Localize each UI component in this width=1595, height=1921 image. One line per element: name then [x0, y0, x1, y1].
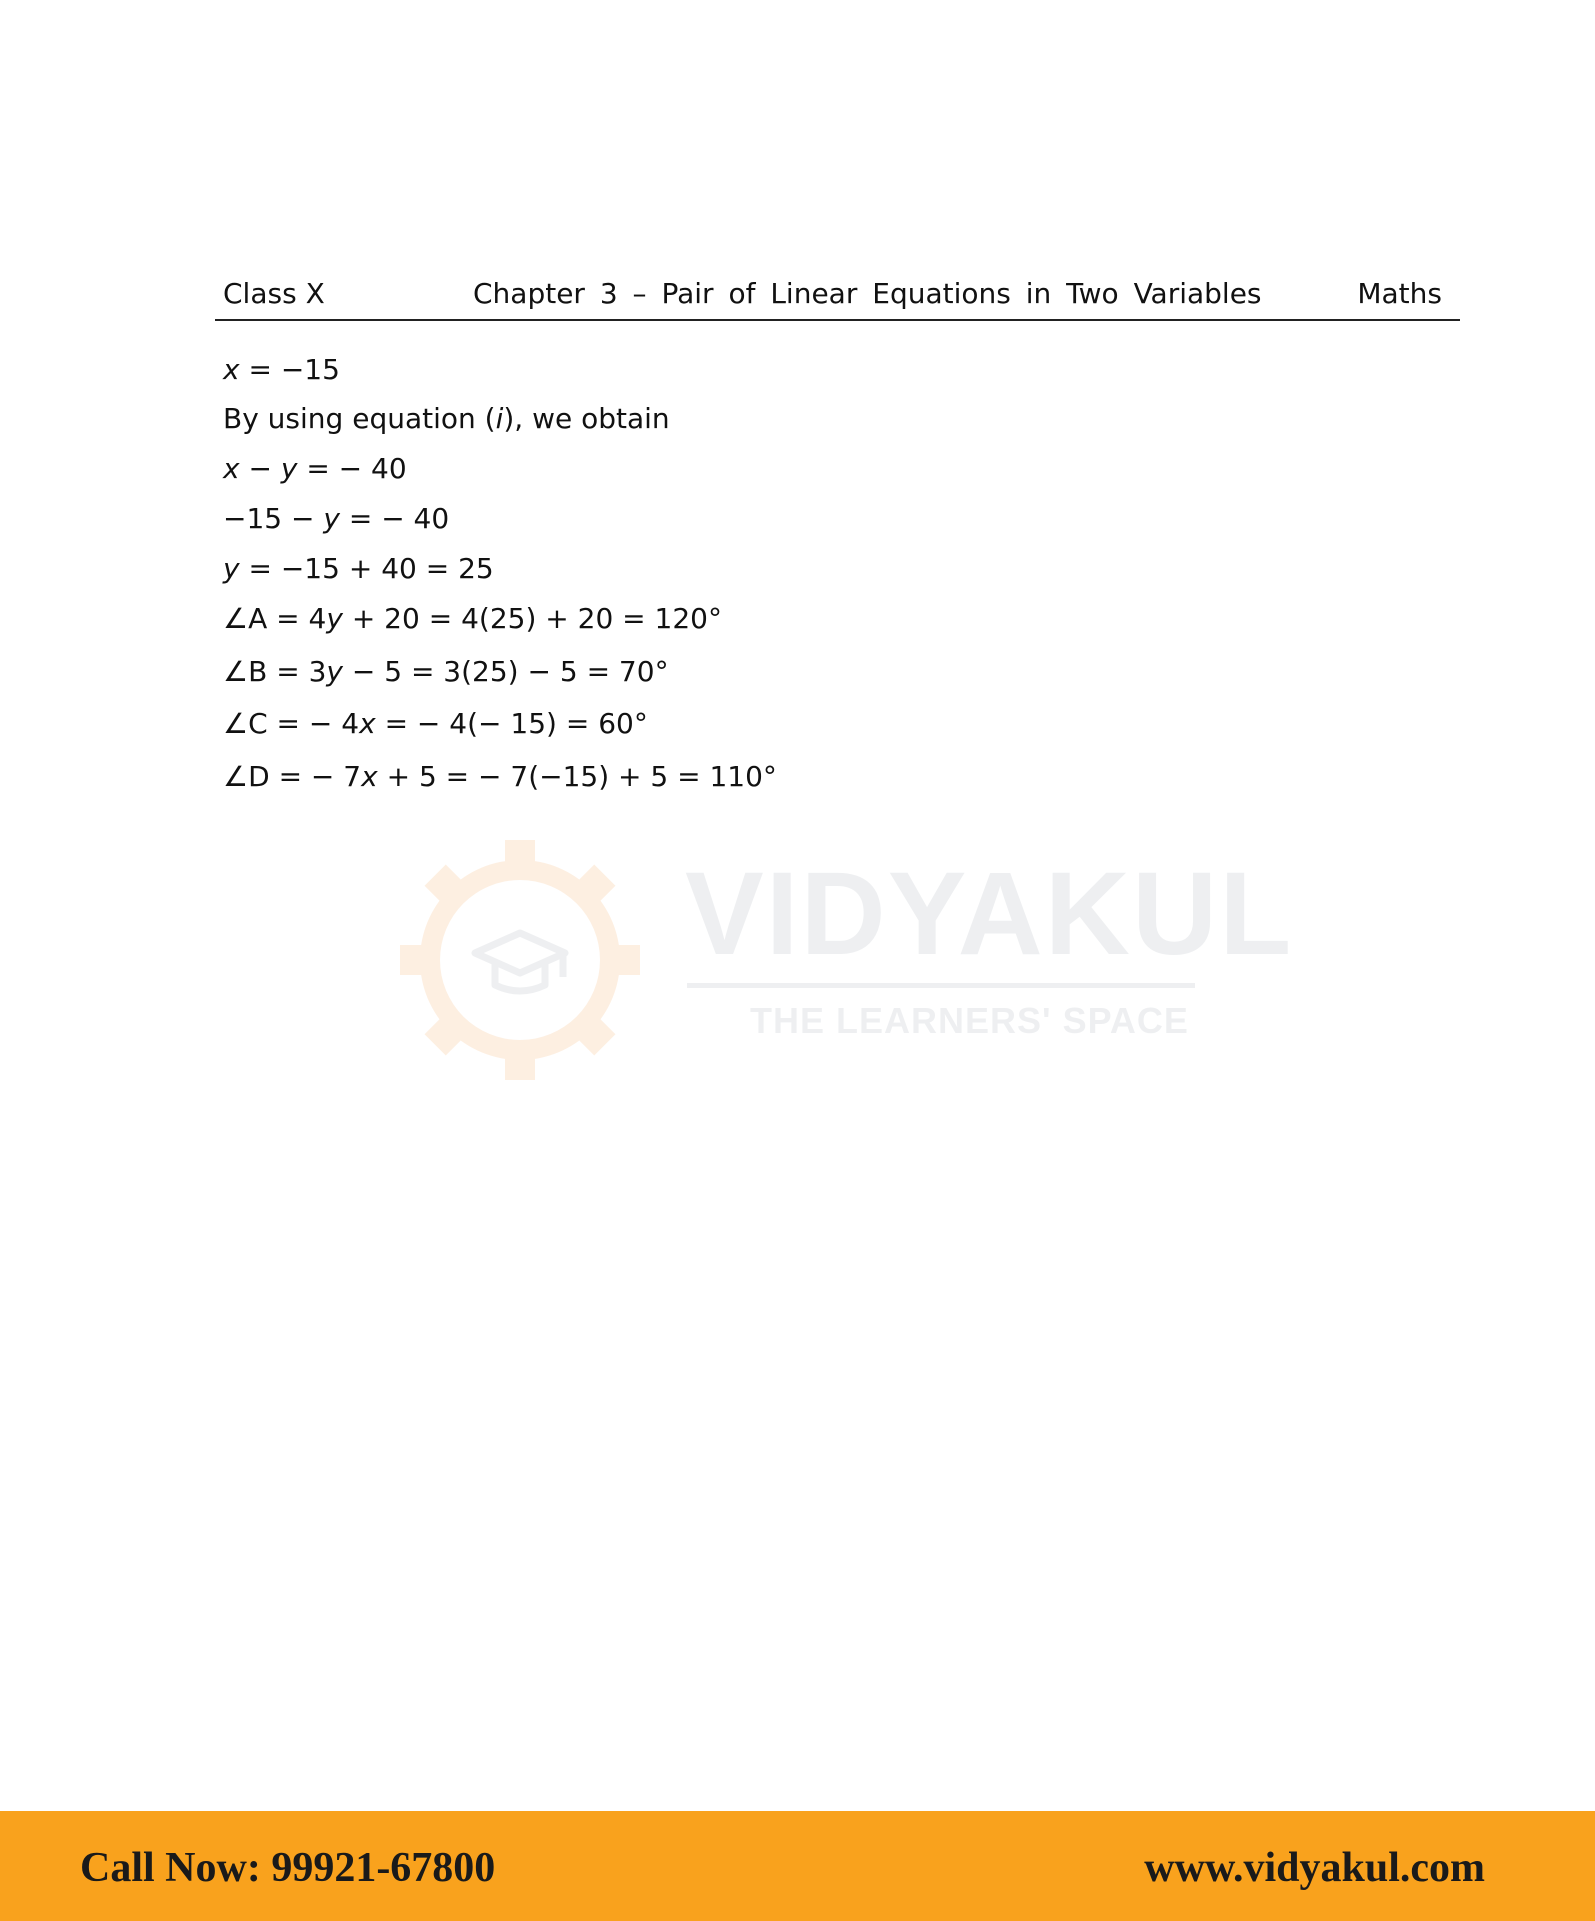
angle-c-line: ∠C = − 4x = − 4(− 15) = 60°	[223, 707, 648, 740]
call-now-text: Call Now: 99921-67800	[80, 1845, 496, 1891]
class-label: Class X	[223, 277, 325, 310]
solution-body	[223, 350, 1423, 809]
equation-line-3: x − y = − 40	[223, 452, 407, 485]
subject-label: Maths	[1357, 277, 1442, 310]
watermark-brand: VIDYAKUL	[685, 848, 1294, 980]
chapter-title: Chapter 3 – Pair of Linear Equations in Two Variables	[473, 277, 1262, 310]
gear-logo-icon	[395, 835, 655, 1085]
page-header	[215, 277, 1460, 321]
equation-line-5: y = −15 + 40 = 25	[223, 552, 494, 585]
equation-line-2: By using equation (i), we obtain	[223, 402, 670, 435]
equation-line-1: x = −15	[223, 353, 340, 386]
angle-d-line: ∠D = − 7x + 5 = − 7(−15) + 5 = 110°	[223, 759, 777, 793]
website-link[interactable]: www.vidyakul.com	[1144, 1845, 1485, 1891]
angle-b-line: ∠B = 3y − 5 = 3(25) − 5 = 70°	[223, 654, 669, 688]
footer-bar	[0, 1811, 1595, 1921]
watermark-rule	[687, 983, 1195, 988]
angle-a-line: ∠A = 4y + 20 = 4(25) + 20 = 120°	[223, 602, 722, 635]
watermark-tagline: THE LEARNERS' SPACE	[750, 1000, 1189, 1041]
vidyakul-watermark	[395, 835, 1294, 1085]
equation-line-4: −15 − y = − 40	[223, 502, 450, 535]
